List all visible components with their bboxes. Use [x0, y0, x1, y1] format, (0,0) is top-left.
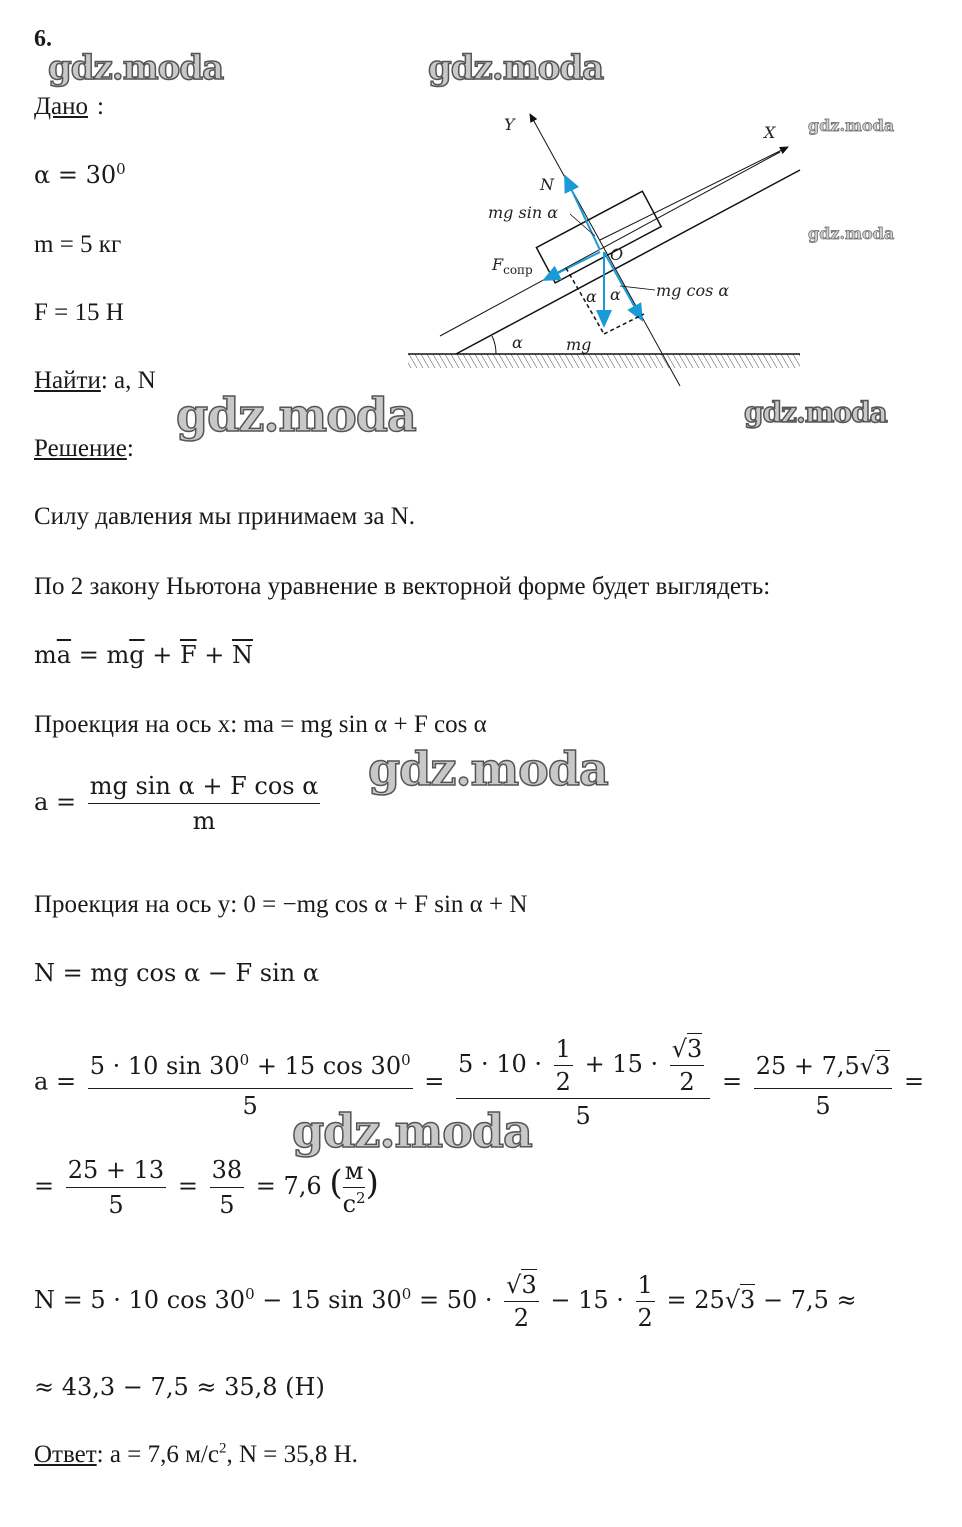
watermark: gdz.moda	[808, 116, 895, 135]
a-calculation-cont: = $\frac{25 + 13}{5}$ = $\frac{38}{5}$ = 7,6 ( $\frac{м}{с^2}$ )	[34, 1156, 379, 1219]
y-axis	[530, 114, 680, 386]
problem-number: 6.	[34, 26, 52, 52]
watermark: gdz.moda	[48, 48, 224, 88]
given-mass: m = 5 кг	[34, 231, 122, 258]
watermark: gdz.moda	[292, 1104, 532, 1158]
given-label: Дано	[34, 93, 89, 120]
label-y: Y	[504, 115, 515, 134]
label-alpha-1: α	[586, 287, 597, 306]
given-colon: :	[97, 93, 104, 120]
n-result: ≈ 43,3 − 7,5 ≈ 35,8 (Н)	[34, 1373, 325, 1401]
label-origin: O	[610, 245, 624, 264]
incline-guide	[440, 152, 780, 336]
watermark: gdz.moda	[176, 388, 416, 442]
watermark: gdz.moda	[368, 742, 608, 796]
incline-diagram	[400, 100, 820, 400]
label-f: $F_{сопр}$	[492, 255, 533, 277]
label-mgcos: mg cos α	[656, 281, 730, 300]
given-alpha: $\alpha = 30^0$	[34, 160, 126, 189]
ground-hatch	[408, 354, 800, 368]
given-force: F = 15 Н	[34, 299, 124, 326]
find-line: Найти: a, N	[34, 367, 156, 394]
label-alpha-2: α	[610, 285, 621, 304]
label-mgsin: mg sin α	[488, 203, 559, 222]
alpha-arc	[492, 336, 496, 354]
solution-line-2: По 2 закону Ньютона уравнение в векторной форме будет выглядеть:	[34, 573, 771, 600]
solution-label: Решение:	[34, 435, 134, 462]
label-n: N	[540, 175, 554, 194]
n-formula: N = mg cos α − F sin α	[34, 959, 320, 987]
a-calculation: a = $\frac{5 \cdot 10 \sin 30^0 + 15 \cos 30^0}{5}$ = 5 · 10 · $\frac{1}{2}$ + 15 · $\frac{√3}{2}$ 5 = $\frac{25 + 7,5√3}{5}$ =	[34, 1035, 925, 1130]
vector-f	[544, 252, 600, 280]
label-mg: mg	[566, 335, 592, 354]
watermark: gdz.moda	[428, 48, 604, 88]
vector-n	[565, 176, 600, 250]
label-x: X	[764, 123, 776, 142]
watermark: gdz.moda	[808, 224, 895, 243]
answer-line: Ответ: a = 7,6 $м/с^2$, N = 35,8 Н.	[34, 1440, 358, 1468]
watermark: gdz.moda	[744, 396, 887, 429]
projection-x: Проекция на ось x: ma = mg sin α + F cos α	[34, 711, 487, 738]
label-alpha-3: α	[512, 333, 523, 352]
incline-surface	[456, 170, 800, 354]
projection-y: Проекция на ось y: 0 = −mg cos α + F sin α + N	[34, 891, 528, 918]
a-formula: a = $\frac{\text{mg sin α + F cos α}}{m}$	[34, 772, 319, 835]
proj-dash-1	[604, 314, 644, 334]
solution-line-1: Силу давления мы принимаем за N.	[34, 503, 415, 530]
n-calculation: N = 5 · 10 $\cos 30^0 - 15$ $\sin 30^0 = 50$ · $\frac{√3}{2}$ − 15 · $\frac{1}{2}$ = 25√3 − 7,5 ≈	[34, 1271, 857, 1332]
vector-equation: $m\overline{a} = m\overline{g} + \overline{F} + \overline{N}$	[34, 641, 253, 669]
